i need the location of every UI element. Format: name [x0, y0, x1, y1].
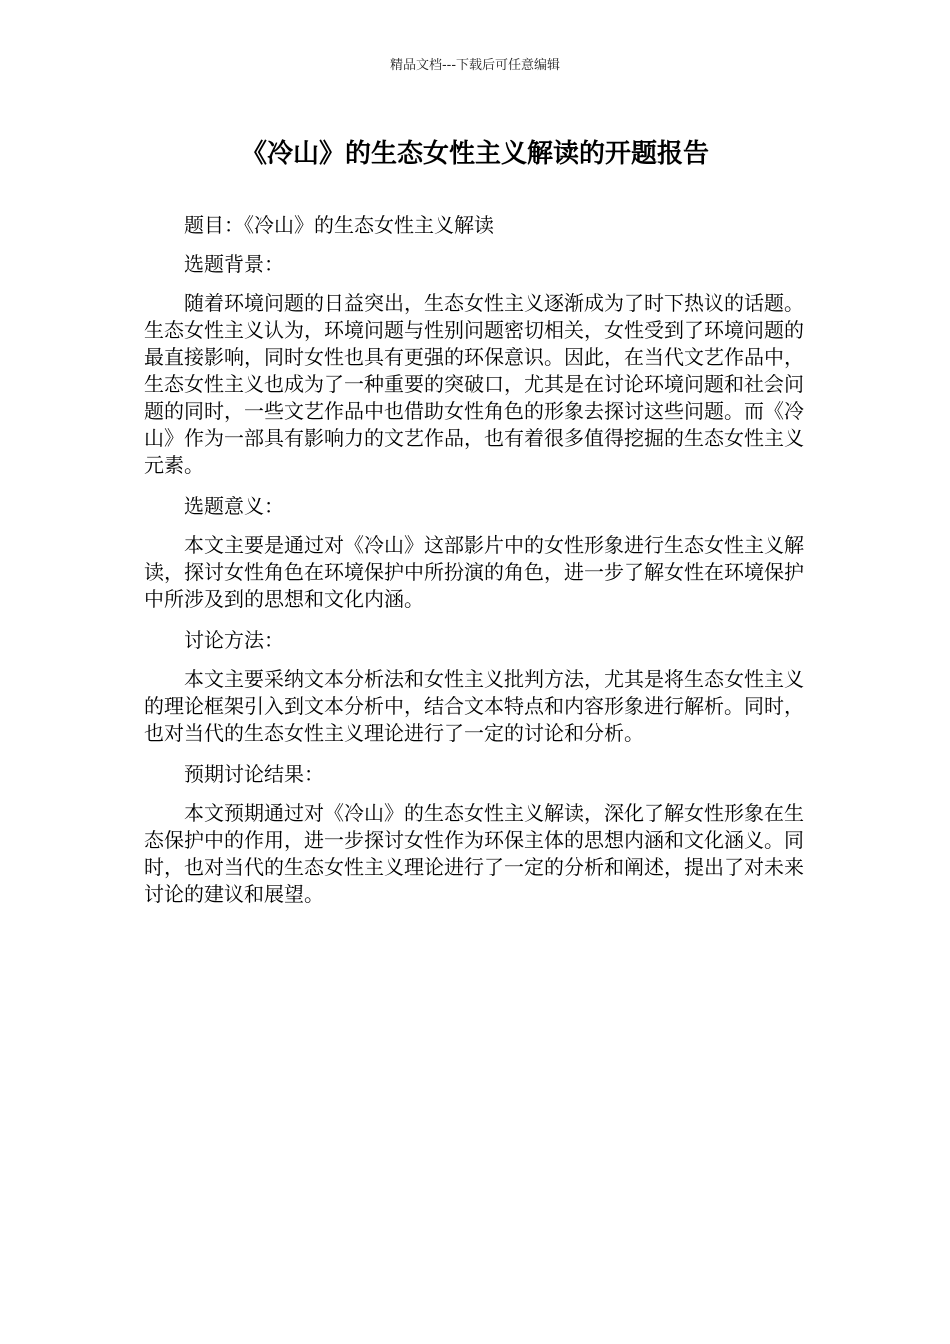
document-title: 《冷山》的生态女性主义解读的开题报告 — [240, 139, 709, 169]
results-label: 预期讨论结果： — [184, 762, 324, 786]
method-label: 讨论方法： — [184, 628, 284, 652]
background-paragraph: 随着环境问题的日益突出，生态女性主义逐渐成为了时下热议的话题。生态女性主义认为，环境问题与性别问题密切相关，女性受到了环境问题的最直接影响，同时女性也具有更强的环保意识。因此，在当代文艺作品中，生态女性主义也成为了一种重要的突破口，尤其是在讨论环境问题和社会问题的同时，一些文艺作品中也借助女性角色的形象去探讨这些问题。而《冷山》作为一部具有影响力的文艺作品，也有着很多值得挖掘的生态女性主义元素。 — [144, 291, 804, 477]
significance-label: 选题意义： — [184, 494, 284, 518]
topic-line: 题目：《冷山》的生态女性主义解读 — [184, 213, 494, 237]
background-label: 选题背景： — [184, 252, 284, 276]
significance-paragraph: 本文主要是通过对《冷山》这部影片中的女性形象进行生态女性主义解读，探讨女性角色在环境保护中所扮演的角色，进一步了解女性在环境保护中所涉及到的思想和文化内涵。 — [144, 533, 804, 611]
results-paragraph: 本文预期通过对《冷山》的生态女性主义解读，深化了解女性形象在生态保护中的作用，进一步探讨女性作为环保主体的思想内涵和文化涵义。同时，也对当代的生态女性主义理论进行了一定的分析和阐述，提出了对未来讨论的建议和展望。 — [144, 801, 804, 906]
document-body — [144, 212, 804, 922]
page-header: 精品文档---下载后可任意编辑 — [389, 58, 561, 73]
method-paragraph: 本文主要采纳文本分析法和女性主义批判方法，尤其是将生态女性主义的理论框架引入到文本分析中，结合文本特点和内容形象进行解析。同时，也对当代的生态女性主义理论进行了一定的讨论和分析。 — [144, 667, 804, 745]
